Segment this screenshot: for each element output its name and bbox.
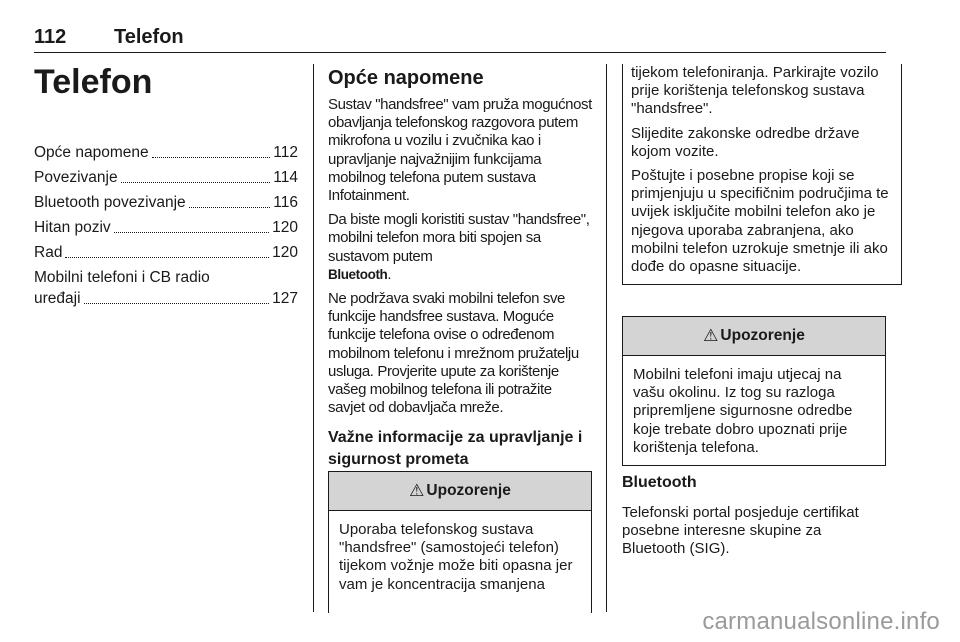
toc-leader: [152, 157, 271, 158]
bluetooth-term: Bluetooth: [328, 266, 388, 282]
subsection-heading: Bluetooth: [622, 474, 697, 491]
column-divider: [313, 64, 314, 612]
toc-item[interactable]: [34, 142, 298, 163]
bluetooth-section: [622, 472, 886, 565]
warning-text: Slijedite zakonske odredbe države kojom vozite.: [631, 124, 860, 160]
warning-triangle-icon: ⚠: [703, 326, 719, 345]
toc-leader: [114, 232, 269, 233]
toc-leader: [65, 257, 269, 258]
warning-box: [622, 316, 886, 466]
toc-item[interactable]: [34, 192, 298, 213]
toc-page: 120: [272, 219, 298, 236]
toc-label: Bluetooth povezivanje: [34, 194, 186, 211]
paragraph: [328, 211, 592, 284]
paragraph: Telefonski portal posjeduje certifikat posebne interesne skupine za Bluetooth (SIG).: [622, 504, 859, 558]
toc-label: Opće napomene: [34, 144, 149, 161]
warning-header: [329, 472, 591, 511]
paragraph-text: .: [387, 265, 392, 283]
toc-page: 114: [273, 169, 298, 186]
chapter-title: Telefon: [114, 26, 184, 48]
content-column: [328, 66, 592, 483]
toc-leader: [189, 207, 271, 208]
paragraph: Sustav "handsfree" vam pruža mogućnost obavljanja telefonskog razgovora putem mikrofona u vozilu i zvučnika kao i upravljanje najvažnijim funkcijama mobilnog telefona putem sustava Infotainment.: [328, 96, 592, 205]
warning-triangle-icon: ⚠: [409, 481, 425, 500]
toc-leader: [121, 182, 271, 183]
warning-header: [623, 317, 885, 356]
toc-leader: [84, 303, 270, 304]
section-heading: Opće napomene: [328, 67, 484, 89]
toc-page: 120: [272, 244, 298, 261]
toc-label: Rad: [34, 244, 63, 261]
warning-text: Mobilni telefoni imaju utjecaj na vašu okolinu. Iz tog su razloga pripremljene sigurnosne odredbe koje trebate dobro upoznati prije korištenja telefona.: [633, 366, 853, 456]
warning-body: [623, 356, 885, 465]
toc-column: [34, 60, 298, 309]
paragraph: Ne podržava svaki mobilni telefon sve funkcije handsfree sustava. Moguće funkcije telefona ovise o određenom mobilnom telefonu i mrežnom pružatelju usluga. Provjerite upute za korištenje vašeg mobilnog telefona ili potražite savjet od dobavljača mreže.: [328, 290, 579, 417]
toc-item[interactable]: [34, 267, 298, 309]
warning-box: [328, 471, 592, 613]
toc-item[interactable]: [34, 242, 298, 263]
toc-label: Mobilni telefoni i CB radio: [34, 269, 210, 286]
column-divider: [606, 64, 607, 612]
subsection-heading: Važne informacije za upravljanje i sigurnost prometa: [328, 429, 583, 469]
toc-page: 116: [273, 194, 298, 211]
warning-title: Upozorenje: [426, 482, 511, 499]
warning-text: Uporaba telefonskog sustava "handsfree" (samostojeći telefon) tijekom vožnje može biti opasna jer vam je koncentracija smanjena: [339, 521, 573, 593]
paragraph-text: Da biste mogli koristiti sustav "handsfree", mobilni telefon mora biti spojen sa sustavom putem: [328, 211, 590, 265]
toc-page: 127: [272, 290, 298, 307]
watermark: carmanualsonline.info: [702, 608, 940, 635]
warning-box-continued: [622, 64, 902, 285]
warning-text: Poštujte i posebne propise koji se primjenjuju u specifičnim područjima te uvijek isključite mobilni telefon ako je njegova uporaba zabranjena, ako mobilni telefon uzrokuje smetnje ili ako dođe do opasne situacije.: [631, 167, 889, 276]
toc-item[interactable]: [34, 217, 298, 238]
toc-item[interactable]: [34, 167, 298, 188]
toc-page: 112: [273, 144, 298, 161]
warning-body: [329, 511, 591, 602]
page-header: [34, 22, 886, 53]
toc-label: Povezivanje: [34, 169, 118, 186]
toc-label: Hitan poziv: [34, 219, 111, 236]
warning-title: Upozorenje: [720, 327, 805, 344]
page-title: Telefon: [34, 63, 153, 101]
page-number: 112: [34, 26, 67, 48]
warning-text: tijekom telefoniranja. Parkirajte vozilo prije korištenja telefonskog sustava "handsfree".: [631, 64, 879, 118]
toc-label: uređaji: [34, 290, 81, 307]
